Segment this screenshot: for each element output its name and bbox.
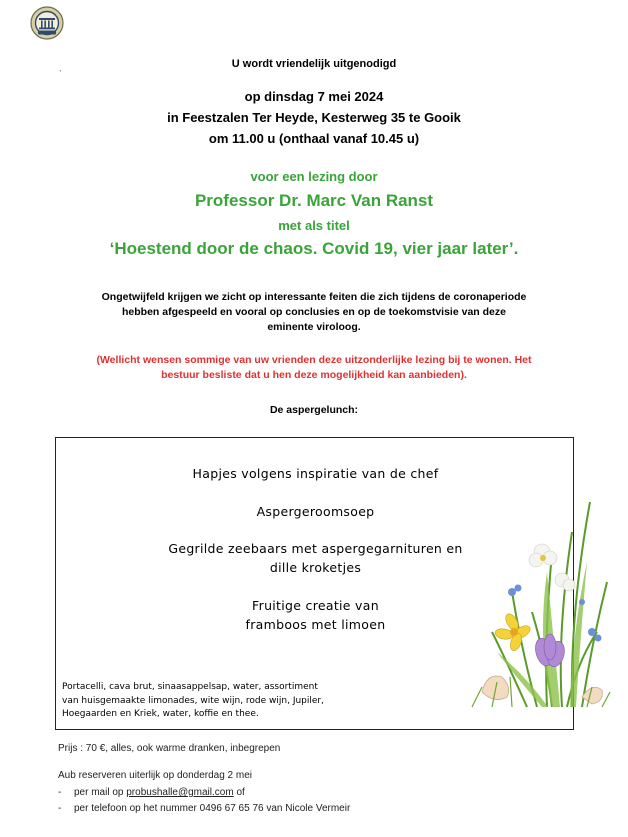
event-date: op dinsdag 7 mei 2024	[244, 89, 384, 104]
mail-suffix: of	[233, 787, 245, 798]
event-time: om 11.00 u (onthaal vanaf 10.45 u)	[208, 131, 420, 146]
intro-paragraph	[0, 290, 628, 335]
drinks-line: Hoegaarden en Kriek, water, koffie en thee.	[62, 709, 259, 719]
menu-course: Fruitige creatie van	[252, 598, 379, 613]
phone-text: per telefoon op het nummer 0496 67 65 76 van Nicole Vermeir	[74, 803, 351, 814]
club-logo	[30, 6, 64, 40]
contact-mail-line	[58, 787, 245, 798]
lecture-title: ‘Hoestend door de chaos. Covid 19, vier jaar later’.	[109, 239, 519, 258]
bullet-dash: -	[58, 803, 62, 814]
lunch-label: De aspergelunch:	[269, 404, 359, 416]
drinks-list	[62, 681, 324, 722]
reservation-line: Aub reserveren uiterlijk op donderdag 2 mei	[58, 770, 252, 781]
guest-notice	[0, 353, 628, 383]
mail-prefix: per mail op	[74, 787, 127, 798]
drinks-line: van huisgemaakte limonades, wite wijn, rode wijn, Jupiler,	[62, 695, 324, 706]
intro-line: hebben afgespeeld en vooral op conclusies en op de toekomstvisie van deze	[122, 306, 506, 318]
lecture-intro: voor een lezing door	[250, 169, 378, 184]
contact-phone-line	[58, 803, 350, 814]
menu-course: Hapjes volgens inspiratie van de chef	[192, 466, 439, 481]
notice-line: bestuur besliste dat u hen deze mogelijkheid kan aanbieden).	[161, 369, 467, 381]
drinks-line: Portacelli, cava brut, sinaasappelsap, water, assortiment	[62, 682, 318, 692]
stray-mark: '	[60, 70, 62, 77]
menu-course: Aspergeroomsoep	[256, 504, 375, 519]
intro-line: Ongetwijfeld krijgen we zicht op interessante feiten die zich tijdens de coronaperiode	[101, 291, 527, 303]
spring-flowers-illustration	[452, 492, 612, 712]
intro-line: eminente viroloog.	[267, 321, 361, 333]
title-label: met als titel	[278, 218, 350, 233]
notice-line: (Wellicht wensen sommige van uw vrienden deze uitzonderlijke lezing bij te wonen. Het	[96, 354, 532, 366]
speaker-name: Professor Dr. Marc Van Ranst	[194, 191, 434, 210]
menu-course: Gegrilde zeebaars met aspergegarnituren en	[168, 541, 463, 556]
email-link[interactable]: probushalle@gmail.com	[126, 787, 234, 798]
event-venue: in Feestzalen Ter Heyde, Kesterweg 35 te Gooik	[167, 110, 461, 125]
invitation-line: U wordt vriendelijk uitgenodigd	[231, 58, 397, 70]
menu-course: dille kroketjes	[269, 560, 362, 575]
bullet-dash: -	[58, 787, 62, 798]
price-line: Prijs : 70 €, alles, ook warme dranken, inbegrepen	[58, 743, 281, 754]
menu-course: framboos met limoen	[245, 617, 386, 632]
